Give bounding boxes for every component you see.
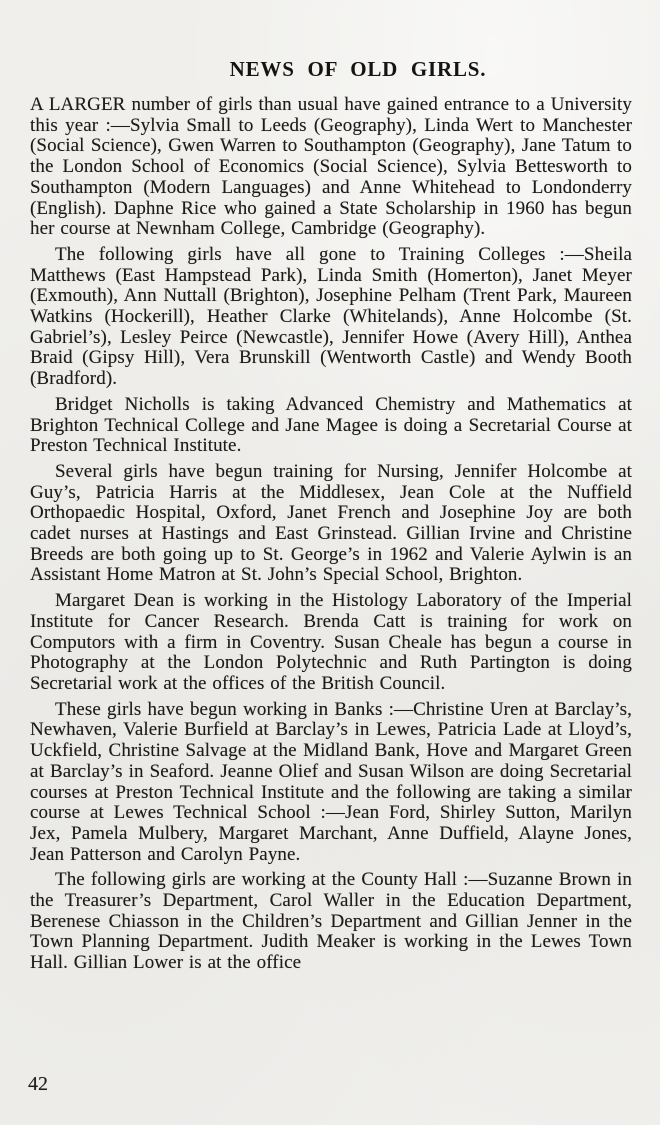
paragraph-training-colleges: The following girls have all gone to Training Colleges :—Sheila Matthews (East Hampstead Park), Linda Smith (Homerton), Janet Meyer (Exmouth), Ann Nuttall (Brighton), Josephine Pelham (Trent Park, Maureen Watkins (Hockerill), Heather Clarke (Whitelands), Anne Holcombe (St. Gabriel’s), Lesley Peirce (Newcastle), Jennifer Howe (Avery Hill), Anthea Braid (Gipsy Hill), Vera Brunskill (Wentworth Castle) and Wendy Booth (Bradford). — [30, 243, 632, 390]
paragraph-technical-colleges: Bridget Nicholls is taking Advanced Chemistry and Mathematics at Brighton Technical College and Jane Magee is doing a Secretarial Course at Preston Technical Institute. — [30, 393, 632, 457]
paragraph-nursing: Several girls have begun training for Nursing, Jennifer Holcombe at Guy’s, Patricia Harris at the Middlesex, Jean Cole at the Nuffield Orthopaedic Hospital, Oxford, Janet French and Josephine Joy are both cadet nurses at Hastings and East Grinstead. Gillian Irvine and Christine Breeds are both going up to St. George’s in 1962 and Valerie Aylwin is an Assistant Home Matron at St. John’s Special School, Brighton. — [30, 460, 632, 586]
paragraph-university-entrants: A LARGER number of girls than usual have gained entrance to a University this year :—Sylvia Small to Leeds (Geography), Linda Wert to Manchester (Social Science), Gwen Warren to Southampton (Geography), Jane Tatum to the London School of Economics (Social Science), Sylvia Bettesworth to Southampton (Modern Languages) and Anne Whitehead to Londonderry (English). Daphne Rice who gained a State Scholarship in 1960 has begun her course at Newnham College, Cambridge (Geography). — [30, 94, 632, 240]
page-number: 42 — [28, 1073, 48, 1095]
paragraph-county-hall: The following girls are working at the County Hall :—Suzanne Brown in the Treasurer’s Department, Carol Waller in the Education Department, Berenese Chiasson in the Children’s Department and Gillian Jenner in the Town Planning Department. Judith Meaker is working in the Lewes Town Hall. Gillian Lower is at the office — [30, 869, 632, 974]
paragraph-banks: These girls have begun working in Banks :—Christine Uren at Barclay’s, Newhaven, Valerie Burfield at Barclay’s in Lewes, Patricia Lade at Lloyd’s, Uckfield, Christine Salvage at the Midland Bank, Hove and Margaret Green at Barclay’s in Seaford. Jeanne Olief and Susan Wilson are doing Secretarial courses at Preston Technical Institute and the following are taking a similar course at Lewes Technical School :—Jean Ford, Shirley Sutton, Marilyn Jex, Pamela Mulbery, Margaret Marchant, Anne Duffield, Alayne Jones, Jean Patterson and Carolyn Payne. — [30, 698, 632, 865]
paragraph-work-placements: Margaret Dean is working in the Histology Laboratory of the Imperial Institute for Cancer Research. Brenda Catt is training for work on Computors with a firm in Coventry. Susan Cheale has begun a course in Photography at the London Polytechnic and Ruth Partington is doing Secretarial work at the offices of the British Council. — [30, 590, 632, 694]
page-title: NEWS OF OLD GIRLS. — [229, 57, 487, 81]
